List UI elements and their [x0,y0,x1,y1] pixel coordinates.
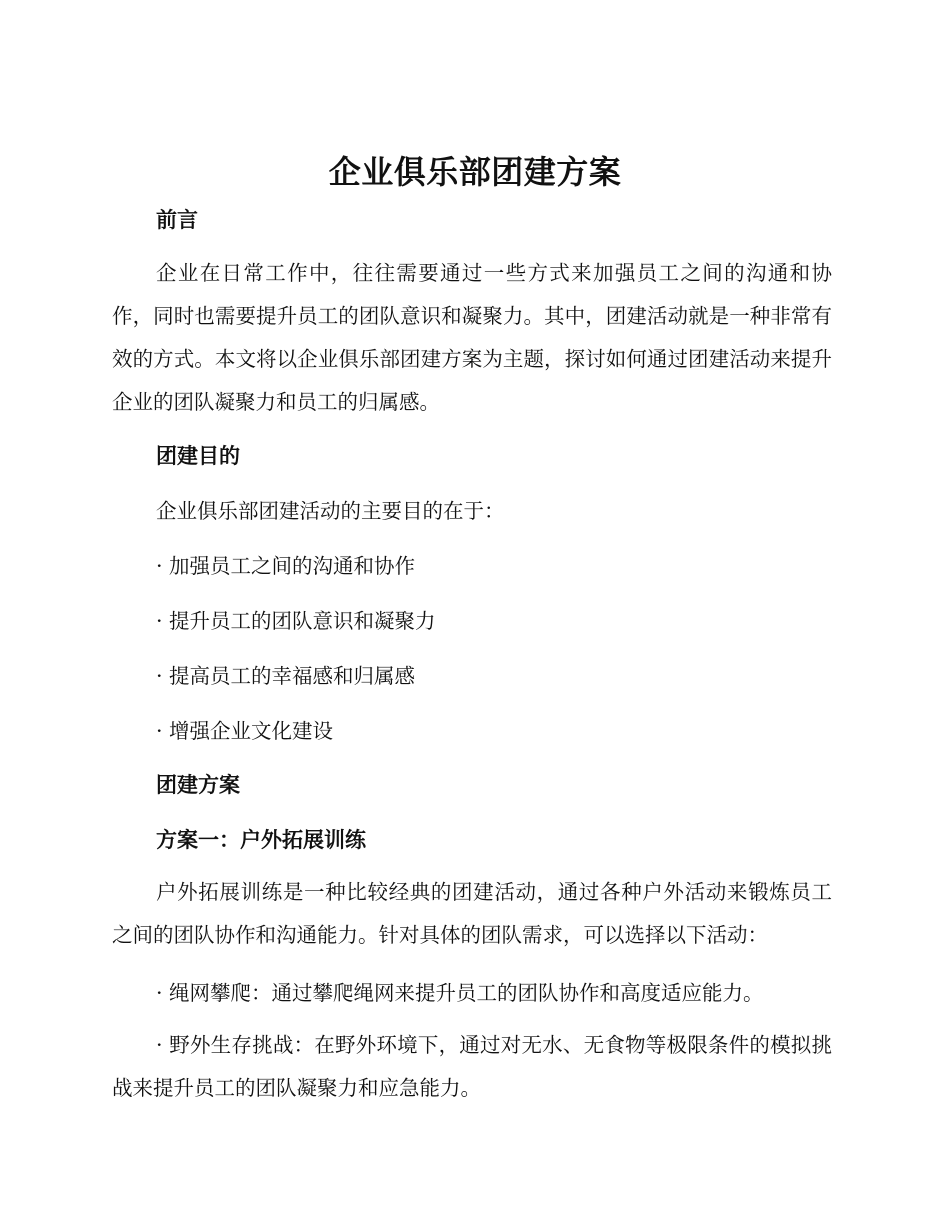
purpose-item: · 提高员工的幸福感和归属感 [156,664,416,688]
purpose-item: · 加强员工之间的沟通和协作 [156,554,416,578]
plan-one-heading: 方案一：户外拓展训练 [156,828,366,852]
purpose-item: · 增强企业文化建设 [156,719,334,743]
preface-heading: 前言 [156,208,198,232]
purpose-heading: 团建目的 [156,444,240,468]
purpose-intro: 企业俱乐部团建活动的主要目的在于： [156,499,505,523]
plan-one-paragraph: 户外拓展训练是一种比较经典的团建活动，通过各种户外活动来锻炼员工之间的团队协作和沟通能力。针对具体的团队需求，可以选择以下活动： [112,880,832,947]
plan-one-item: · 野外生存挑战：在野外环境下，通过对无水、无食物等极限条件的模拟挑战来提升员工的团队凝聚力和应急能力。 [112,1033,832,1100]
purpose-item: · 提升员工的团队意识和凝聚力 [156,609,436,633]
plan-one-item: · 绳网攀爬：通过攀爬绳网来提升员工的团队协作和高度适应能力。 [156,981,764,1005]
document-title: 企业俱乐部团建方案 [328,153,622,191]
preface-paragraph: 企业在日常工作中，往往需要通过一些方式来加强员工之间的沟通和协作，同时也需要提升员工的团队意识和凝聚力。其中，团建活动就是一种非常有效的方式。本文将以企业俱乐部团建方案为主题，探讨如何通过团建活动来提升企业的团队凝聚力和员工的归属感。 [112,261,832,414]
plan-heading: 团建方案 [156,773,240,797]
